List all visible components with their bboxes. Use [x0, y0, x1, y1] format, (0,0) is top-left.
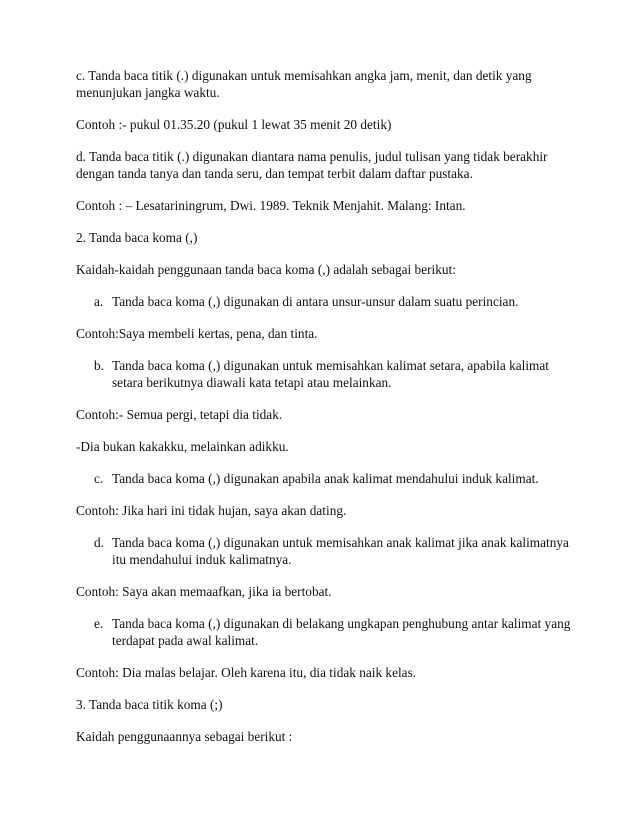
example-semua-pergi: Contoh:- Semua pergi, tetapi dia tidak. [76, 407, 283, 422]
example-lesatariningrum: Contoh : – Lesatariningrum, Dwi. 1989. Teknik Menjahit. Malang: Intan. [76, 198, 466, 213]
intro-kaidah-koma: Kaidah-kaidah penggunaan tanda baca koma (,) adalah sebagai berikut: [76, 262, 456, 277]
paragraph-d-titik-daftar-pustaka: d. Tanda baca titik (.) digunakan diantara nama penulis, judul tulisan yang tidak berakhir dengan tanda tanya dan tanda seru, dan tempat terbit dalam daftar pustaka. [76, 149, 548, 181]
list-marker: d. [94, 535, 104, 550]
list-item-text: Tanda baca koma (,) digunakan di antara unsur-unsur dalam suatu perincian. [112, 294, 519, 309]
list-item-c [76, 470, 576, 487]
document-body [76, 67, 576, 760]
list-item-e [76, 615, 576, 649]
heading-tanda-baca-koma: 2. Tanda baca koma (,) [76, 230, 198, 245]
example-hari-hujan: Contoh: Jika hari ini tidak hujan, saya akan dating. [76, 503, 347, 518]
heading-tanda-baca-titik-koma: 3. Tanda baca titik koma (;) [76, 697, 223, 712]
list-item-b [76, 357, 576, 391]
example-pukul: Contoh :- pukul 01.35.20 (pukul 1 lewat 35 menit 20 detik) [76, 117, 392, 132]
example-bukan-kakakku: -Dia bukan kakakku, melainkan adikku. [76, 439, 289, 454]
list-item-text: Tanda baca koma (,) digunakan apabila anak kalimat mendahului induk kalimat. [112, 471, 539, 486]
list-marker: b. [94, 358, 104, 373]
list-item-text: Tanda baca koma (,) digunakan di belakang ungkapan penghubung antar kalimat yang terdapat pada awal kalimat. [112, 616, 571, 648]
list-marker: a. [94, 294, 104, 309]
example-malas-belajar: Contoh: Dia malas belajar. Oleh karena itu, dia tidak naik kelas. [76, 665, 417, 680]
list-marker: e. [94, 616, 104, 631]
example-memaafkan: Contoh: Saya akan memaafkan, jika ia bertobat. [76, 584, 332, 599]
list-item-a [76, 293, 576, 310]
intro-kaidah-titik-koma: Kaidah penggunaannya sebagai berikut : [76, 729, 293, 744]
list-item-text: Tanda baca koma (,) digunakan untuk memisahkan kalimat setara, apabila kalimat setara berikutnya diawali kata tetapi atau melainkan. [112, 358, 549, 390]
example-membeli-kertas: Contoh:Saya membeli kertas, pena, dan tinta. [76, 326, 318, 341]
list-marker: c. [94, 471, 104, 486]
list-item-text: Tanda baca koma (,) digunakan untuk memisahkan anak kalimat jika anak kalimatnya itu mendahului induk kalimatnya. [112, 535, 569, 567]
list-item-d [76, 534, 576, 568]
paragraph-c-titik-jam: c. Tanda baca titik (.) digunakan untuk memisahkan angka jam, menit, dan detik yang menunjukan jangka waktu. [76, 68, 532, 100]
